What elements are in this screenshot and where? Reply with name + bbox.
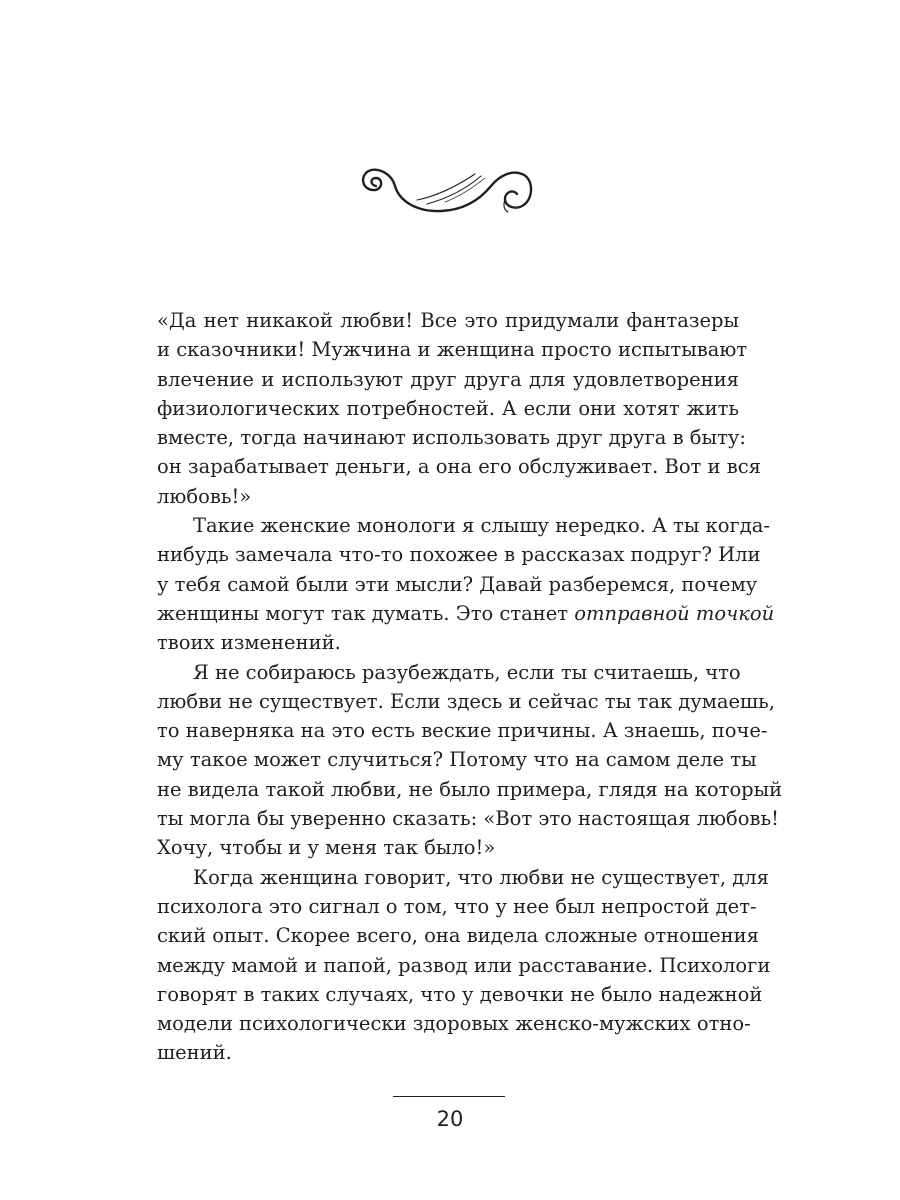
text-line: он зарабатывает деньги, а она его обслуживает. Вот и вся <box>157 455 761 479</box>
text-line: нибудь замечала что-то похожее в рассказах подруг? Или <box>157 543 761 567</box>
page-number: 20 <box>436 1107 464 1131</box>
text-line: у тебя самой были эти мысли? Давай разберемся, почему <box>157 572 758 596</box>
text-line: Я не собираюсь разубеждать, если ты считаешь, что <box>193 660 741 684</box>
text-line: то наверняка на это есть веские причины. А знаешь, поче- <box>157 719 768 743</box>
text-line: Хочу, чтобы и у меня так было!» <box>157 836 496 860</box>
text-line: психолога это сигнал о том, что у нее был непростой дет- <box>157 894 757 918</box>
body-text <box>157 306 783 1068</box>
text-line: «Да нет никакой любви! Все это придумали фантазеры <box>157 309 739 332</box>
text-line: между мамой и папой, развод или расставание. Психологи <box>157 953 771 977</box>
text-line: ский опыт. Скорее всего, она видела сложные отношения <box>157 924 759 948</box>
text-line: Такие женские монологи я слышу нередко. А ты когда- <box>193 514 770 538</box>
flourish-ornament-svg <box>357 164 535 222</box>
text-line: влечение и используют друг друга для удовлетворения <box>157 367 739 391</box>
text-line: ты могла бы уверенно сказать: «Вот это настоящая любовь! <box>157 807 779 831</box>
text-line: любви не существует. Если здесь и сейчас ты так думаешь, <box>157 689 775 713</box>
text-line: и сказочники! Мужчина и женщина просто испытывают <box>157 338 748 362</box>
text-line: говорят в таких случаях, что у девочки не было надежной <box>157 982 763 1006</box>
text-line: модели психологически здоровых женско-мужских отно- <box>157 1012 751 1036</box>
text-segment: женщины могут так думать. Это станет <box>157 601 575 625</box>
text-line: не видела такой любви, не было примера, глядя на который <box>157 777 783 801</box>
text-line <box>157 599 775 628</box>
footer-divider <box>393 1096 505 1097</box>
text-line: вместе, тогда начинают использовать друг друга в быту: <box>157 426 746 450</box>
text-line: физиологических потребностей. А если они хотят жить <box>157 396 739 420</box>
flourish-ornament-icon <box>357 164 535 222</box>
text-line: твоих изменений. <box>157 631 341 655</box>
text-line: му такое может случиться? Потому что на самом деле ты <box>157 748 757 772</box>
text-line: любовь!» <box>157 484 252 508</box>
emphasis-text: отправной точкой <box>574 601 775 625</box>
text-line: Когда женщина говорит, что любви не существует, для <box>193 865 769 889</box>
text-line: шений. <box>157 1041 232 1065</box>
